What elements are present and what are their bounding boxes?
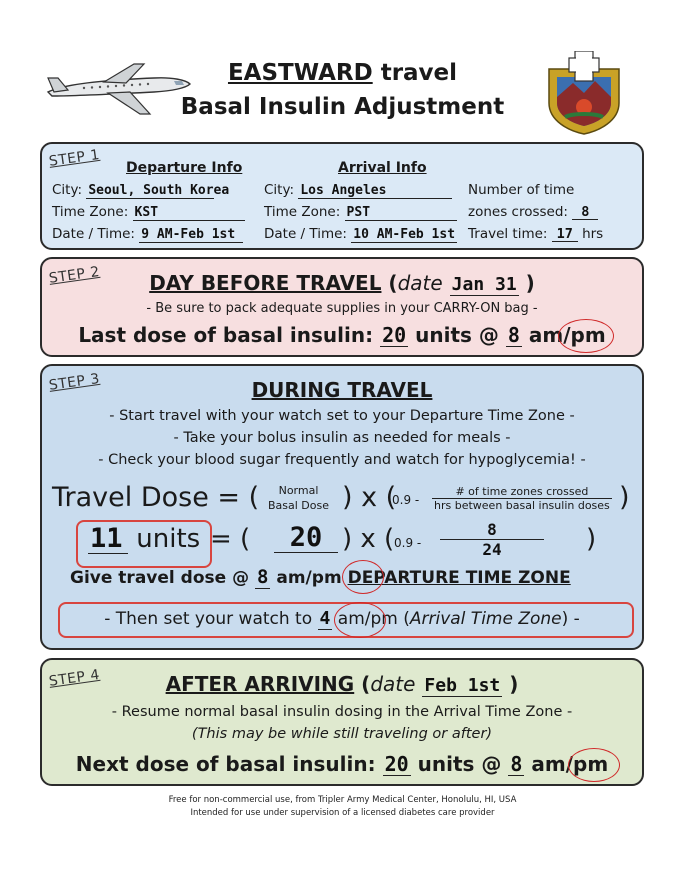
watch-time-value[interactable]: 4 <box>319 608 331 629</box>
title-line-2: Basal Insulin Adjustment <box>180 94 505 120</box>
zones-label-line1: Number of time <box>468 182 575 198</box>
step4-heading: AFTER ARRIVING (date Feb 1st ) <box>165 672 519 696</box>
zones-crossed-row: zones crossed: 8 <box>468 204 598 220</box>
departure-datetime-row: Date / Time: 9 AM-Feb 1st <box>52 226 243 243</box>
departure-datetime-value[interactable]: 9 AM-Feb 1st <box>139 228 243 243</box>
step2-date-value[interactable]: Jan 31 <box>451 274 517 295</box>
arrival-timezone-row: Time Zone: PST <box>264 204 457 221</box>
result-line: 11 units <box>90 523 201 554</box>
step4-dose-units[interactable]: 20 <box>384 752 409 776</box>
departure-timezone-row: Time Zone: KST <box>52 204 245 221</box>
zones-crossed-value[interactable]: 8 <box>572 205 598 220</box>
step2-dose-line: Last dose of basal insulin: 20 units @ 8 am/pm <box>78 323 606 347</box>
travel-time-value[interactable]: 17 <box>552 227 578 242</box>
footer-line-1: Free for non-commercial use, from Tripler Army Medical Center, Honolulu, HI, USA <box>168 795 517 805</box>
arrival-datetime-value[interactable]: 10 AM-Feb 1st <box>351 228 457 243</box>
step3-label: STEP 3 <box>48 370 101 394</box>
formula-coef: 0.9 - <box>392 493 420 507</box>
step4-line1: - Resume normal basal insulin dosing in the Arrival Time Zone - <box>111 704 573 720</box>
hours-value[interactable]: 24 <box>482 540 502 559</box>
give-dose-time[interactable]: 8 <box>257 566 269 588</box>
give-dose-line: Give travel dose @ 8 am/pm DEPARTURE TIME ZONE <box>70 566 571 588</box>
step3-line1: - Start travel with your watch set to your Departure Time Zone - <box>109 408 575 424</box>
step4-date-value[interactable]: Feb 1st <box>424 675 501 696</box>
arrival-heading: Arrival Info <box>338 160 427 176</box>
step4-pm-circle <box>568 748 620 782</box>
departure-city-value[interactable]: Seoul, South Korea <box>88 183 230 198</box>
step2-panel <box>40 257 644 357</box>
step1-panel <box>40 142 644 250</box>
step4-line2: (This may be while still traveling or after) <box>191 726 493 742</box>
title-line-1: EASTWARD travel <box>227 60 458 86</box>
result-eq-open: = ( <box>210 524 251 554</box>
arrival-timezone-value[interactable]: PST <box>345 206 457 221</box>
watch-am-circle <box>334 602 386 638</box>
footer-line-2: Intended for use under supervision of a licensed diabetes care provider <box>190 808 495 818</box>
watch-line: - Then set your watch to 4 am/pm (Arrival Time Zone) - <box>104 608 580 629</box>
step2-heading: DAY BEFORE TRAVEL (date Jan 31 ) <box>149 271 535 295</box>
step3-line3: - Check your blood sugar frequently and watch for hypoglycemia! - <box>98 452 586 468</box>
result-times-open: ) x ( <box>342 524 395 554</box>
step4-label: STEP 4 <box>48 666 101 690</box>
arrival-city-row: City: Los Angeles <box>264 182 452 199</box>
tripler-crest-icon <box>543 51 625 135</box>
arrival-city-value[interactable]: Los Angeles <box>298 184 452 199</box>
departure-heading: Departure Info <box>126 160 243 176</box>
normal-dose-row <box>274 524 338 553</box>
step2-label: STEP 2 <box>48 263 101 287</box>
formula-close-paren: ) <box>619 482 630 513</box>
give-pm-circle <box>342 560 384 594</box>
normal-basal-dose-label: Normal Basal Dose <box>268 484 330 512</box>
travel-time-row: Travel time: 17 hrs <box>468 226 604 242</box>
result-close-paren: ) <box>586 524 597 554</box>
step2-note: - Be sure to pack adequate supplies in your CARRY-ON bag - <box>146 301 538 316</box>
formula-times-open: ) x ( <box>342 482 397 513</box>
departure-city-row: City: Seoul, South Korea <box>52 182 230 198</box>
step2-dose-units[interactable]: 20 <box>382 323 407 347</box>
formula-fraction: $\frac{\text{\# of time zones crossed}}{\text{hrs between basal insulin doses}}$ <box>434 485 610 512</box>
zones-value[interactable]: 8 <box>440 520 544 540</box>
step4-panel <box>40 658 644 786</box>
step4-dose-line: Next dose of basal insulin: 20 units @ 8 am/pm <box>75 752 609 776</box>
departure-timezone-value[interactable]: KST <box>133 206 245 221</box>
step3-panel <box>40 364 644 650</box>
step1-label: STEP 1 <box>48 146 101 170</box>
arrival-datetime-row: Date / Time: 10 AM-Feb 1st <box>264 226 457 243</box>
step4-dose-time[interactable]: 8 <box>510 752 523 776</box>
formula-lhs: Travel Dose = ( <box>52 482 260 513</box>
step2-pm-circle <box>558 319 614 353</box>
step3-line2: - Take your bolus insulin as needed for meals - <box>173 430 511 446</box>
result-fraction <box>440 520 544 559</box>
step3-heading: DURING TRAVEL <box>251 378 433 402</box>
result-units-value[interactable]: 11 <box>88 525 128 554</box>
result-coef: 0.9 - <box>394 536 422 550</box>
step2-dose-time[interactable]: 8 <box>507 323 520 347</box>
normal-dose-value[interactable]: 20 <box>274 524 338 553</box>
